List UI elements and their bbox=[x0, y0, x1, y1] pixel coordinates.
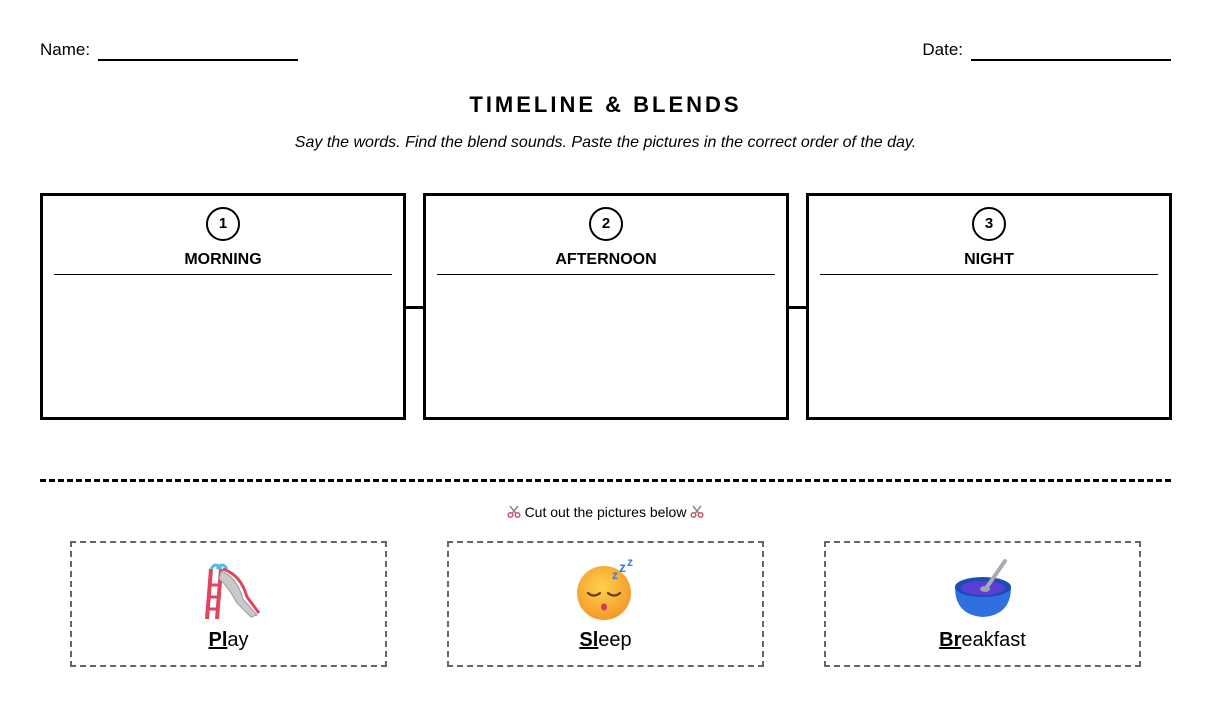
picture-card-sleep[interactable] bbox=[447, 541, 764, 667]
step-number: 1 bbox=[206, 207, 240, 241]
svg-text:z: z bbox=[626, 557, 633, 569]
name-label: Name: bbox=[40, 40, 91, 59]
cut-note-text: Cut out the pictures below bbox=[524, 504, 687, 520]
timeline-label: AFTERNOON bbox=[555, 251, 657, 268]
picture-card-play[interactable] bbox=[70, 541, 387, 667]
timeline-connector bbox=[786, 306, 806, 309]
word-rest: eep bbox=[598, 629, 632, 651]
playground-slide-icon bbox=[197, 557, 261, 621]
timeline-connector bbox=[403, 306, 423, 309]
blend-letters: Pl bbox=[208, 629, 228, 651]
blend-letters: Sl bbox=[579, 629, 599, 651]
card-word bbox=[826, 629, 1139, 652]
instructions: Say the words. Find the blend sounds. Paste the pictures in the correct order of the day. bbox=[294, 134, 917, 151]
picture-card-breakfast[interactable] bbox=[824, 541, 1141, 667]
timeline-label: NIGHT bbox=[964, 251, 1014, 268]
date-line[interactable] bbox=[971, 59, 1171, 61]
timeline-box-night[interactable] bbox=[806, 193, 1172, 420]
step-number: 3 bbox=[972, 207, 1006, 241]
timeline-box-morning[interactable] bbox=[40, 193, 406, 420]
step-number: 2 bbox=[589, 207, 623, 241]
svg-text:z: z bbox=[611, 568, 618, 582]
word-rest: ay bbox=[227, 629, 249, 651]
date-label: Date: bbox=[922, 40, 963, 59]
cut-line bbox=[40, 479, 1171, 482]
card-word bbox=[449, 629, 762, 652]
timeline-box-afternoon[interactable] bbox=[423, 193, 789, 420]
divider bbox=[437, 274, 775, 275]
card-word bbox=[72, 629, 385, 652]
page-title: TIMELINE & BLENDS bbox=[469, 92, 742, 117]
date-field[interactable] bbox=[922, 40, 1171, 61]
svg-text:z: z bbox=[618, 559, 626, 575]
cereal-bowl-icon bbox=[951, 557, 1015, 621]
divider bbox=[820, 274, 1158, 275]
scissors-icon bbox=[690, 505, 704, 519]
divider bbox=[54, 274, 392, 275]
name-line[interactable] bbox=[98, 59, 298, 61]
blend-letters: Br bbox=[939, 629, 962, 651]
name-field[interactable] bbox=[40, 40, 298, 61]
timeline-label: MORNING bbox=[184, 251, 262, 268]
cut-note bbox=[0, 504, 1211, 520]
scissors-icon bbox=[507, 505, 521, 519]
sleeping-face-icon bbox=[574, 557, 638, 621]
word-rest: eakfast bbox=[961, 629, 1026, 651]
